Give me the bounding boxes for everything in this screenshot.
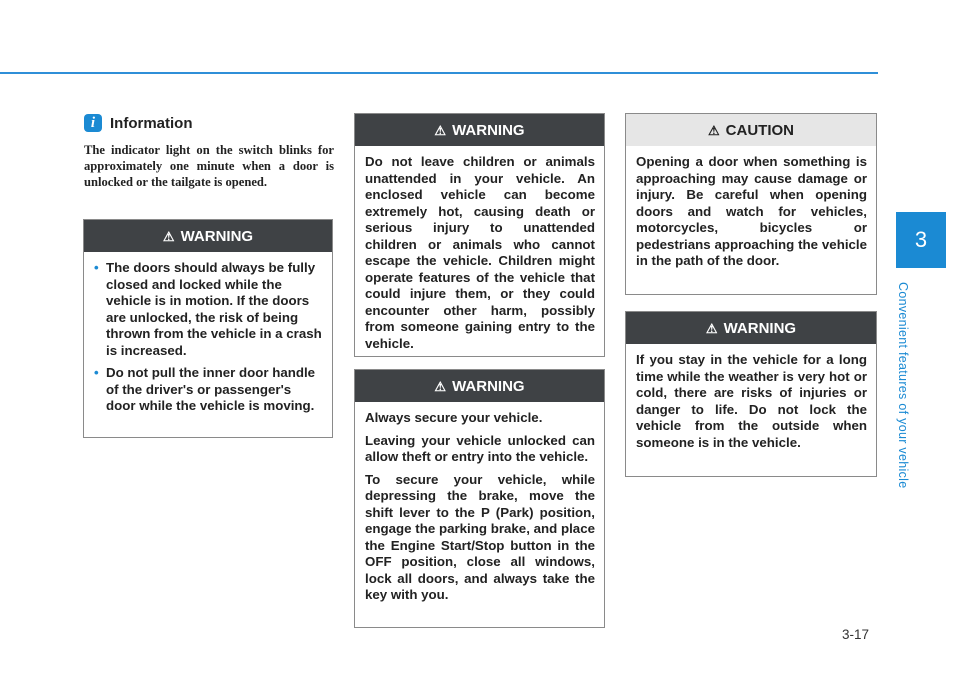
bullet-icon: • xyxy=(94,260,99,275)
warning-title: WARNING xyxy=(452,121,525,139)
warning-stay-box xyxy=(625,311,877,477)
information-title: Information xyxy=(110,114,193,132)
warning-secure-box xyxy=(354,369,605,628)
warning-list xyxy=(94,260,323,415)
warning-triangle-icon: ⚠ xyxy=(434,122,447,138)
warning-triangle-icon: ⚠ xyxy=(434,378,447,394)
caution-body xyxy=(626,146,876,279)
warning-text: If you stay in the vehicle for a long time while the weather is very hot or cold, there are risks of injuries or danger to life. Do not lock the vehicle from the outside when someone is in the vehicle. xyxy=(636,352,867,450)
chapter-title: Convenient features of your vehicle xyxy=(896,282,910,489)
caution-text: Opening a door when something is approaching may cause damage or injury. Be careful when opening doors and watch for vehicles, motorcycles, bicycles or pedestrians approaching the vehicle in the path of the door. xyxy=(636,154,867,268)
warning-body xyxy=(355,402,604,613)
warning-title: WARNING xyxy=(723,319,797,337)
warning-header xyxy=(84,220,332,252)
warning-body xyxy=(84,252,332,424)
caution-header xyxy=(626,114,876,146)
caution-door-box xyxy=(625,113,877,295)
warning-children-box xyxy=(354,113,605,357)
warning-title: WARNING xyxy=(180,227,254,245)
warning-title: WARNING xyxy=(452,377,525,395)
warning-body xyxy=(626,344,876,460)
caution-triangle-icon: ⚠ xyxy=(708,122,720,138)
list-item-text: The doors should always be fully closed and locked while the vehicle is in motion. If the doors are unlocked, the risk of being thrown from the vehicle in a crash is increased. xyxy=(106,260,322,358)
warning-text: Do not leave children or animals unattended in your vehicle. An enclosed vehicle can become extremely hot, causing death or serious injury to unattended children or animals who cannot escape the vehicle. Children might operate features of the vehicle that could injure them, or they could encounter other harm, possibly from someone gaining entry to the vehicle. xyxy=(365,154,595,351)
warning-paragraph: Leaving your vehicle unlocked can allow theft or entry into the vehicle. xyxy=(365,432,595,464)
chapter-number: 3 xyxy=(914,227,928,252)
warning-paragraph: Always secure your vehicle. xyxy=(365,410,543,425)
info-icon: i xyxy=(84,114,102,132)
information-header xyxy=(84,114,334,132)
bullet-icon: • xyxy=(94,365,99,380)
warning-doors-box xyxy=(83,219,333,438)
page-number: 3-17 xyxy=(842,627,870,642)
information-block xyxy=(84,114,334,190)
warning-body xyxy=(355,146,604,361)
warning-header xyxy=(355,114,604,146)
list-item-text: Do not pull the inner door handle of the driver's or passenger's door while the vehicle is moving. xyxy=(106,365,316,413)
list-item xyxy=(94,260,323,359)
warning-header xyxy=(355,370,604,402)
information-body: The indicator light on the switch blinks for approximately one minute when a door is unlocked or the tailgate is opened. xyxy=(84,143,334,189)
top-rule xyxy=(0,72,878,74)
chapter-tab xyxy=(896,212,946,268)
warning-triangle-icon: ⚠ xyxy=(705,320,718,336)
list-item xyxy=(94,365,323,415)
warning-triangle-icon: ⚠ xyxy=(162,228,175,244)
caution-title: CAUTION xyxy=(725,121,794,139)
warning-header xyxy=(626,312,876,344)
warning-paragraph: To secure your vehicle, while depressing the brake, move the shift lever to the P (Park) position, engage the parking brake, and place the Engine Start/Stop button in the OFF position, close all windows, lock all doors, and always take the key with you. xyxy=(365,471,595,602)
